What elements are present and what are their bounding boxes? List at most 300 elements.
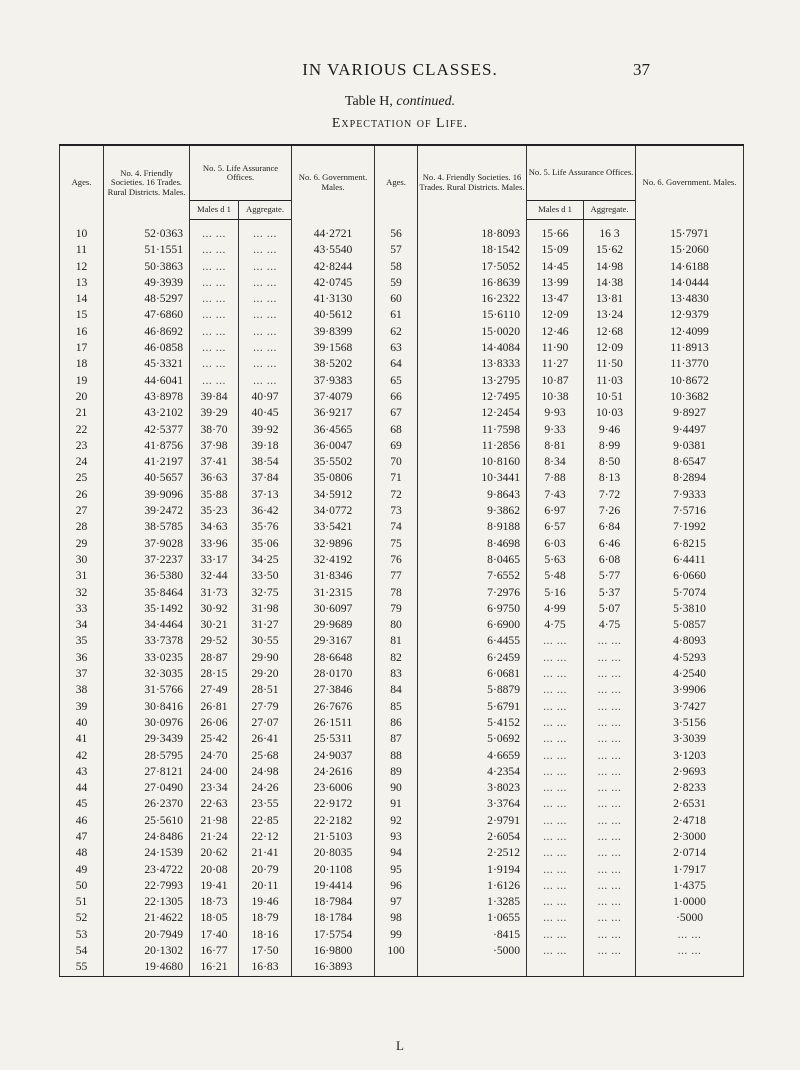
cell-friendly-societies: 35·1492 bbox=[104, 601, 190, 617]
cell-government: 43·5540 bbox=[292, 242, 375, 258]
cell-aggregate: 17·50 bbox=[239, 943, 292, 959]
cell-friendly-societies-2: ·5000 bbox=[418, 943, 527, 959]
cell-friendly-societies-2: 11·7598 bbox=[418, 422, 527, 438]
cell-aggregate-2: ... ... bbox=[584, 796, 636, 812]
cell-males-d1: ... ... bbox=[190, 259, 239, 275]
table-row bbox=[60, 536, 744, 552]
cell-aggregate: 22·85 bbox=[239, 813, 292, 829]
cell-males-d1: ... ... bbox=[190, 356, 239, 372]
cell-males-d1-2: 7·43 bbox=[527, 487, 584, 503]
cell-males-d1: 16·77 bbox=[190, 943, 239, 959]
table-row bbox=[60, 552, 744, 568]
cell-age: 53 bbox=[60, 927, 104, 943]
cell-males-d1-2: ... ... bbox=[527, 748, 584, 764]
cell-males-d1: 35·88 bbox=[190, 487, 239, 503]
cell-friendly-societies-2 bbox=[418, 959, 527, 976]
cell-government-2: ·5000 bbox=[636, 910, 744, 926]
table-row bbox=[60, 389, 744, 405]
cell-friendly-societies: 34·4464 bbox=[104, 617, 190, 633]
cell-friendly-societies: 36·5380 bbox=[104, 568, 190, 584]
cell-government: 42·0745 bbox=[292, 275, 375, 291]
cell-friendly-societies-2: 1·0655 bbox=[418, 910, 527, 926]
cell-age: 12 bbox=[60, 259, 104, 275]
table-row bbox=[60, 454, 744, 470]
cell-friendly-societies: 20·7949 bbox=[104, 927, 190, 943]
table-subtitle: Expectation of Life. bbox=[331, 116, 469, 131]
cell-age-2: 94 bbox=[375, 845, 418, 861]
cell-government-2: 9·8927 bbox=[636, 405, 744, 421]
cell-friendly-societies: 35·8464 bbox=[104, 585, 190, 601]
cell-age-2: 67 bbox=[375, 405, 418, 421]
cell-age: 45 bbox=[60, 796, 104, 812]
cell-age: 23 bbox=[60, 438, 104, 454]
cell-government-2: ... ... bbox=[636, 927, 744, 943]
table-row bbox=[60, 585, 744, 601]
cell-government-2 bbox=[636, 959, 744, 976]
cell-aggregate-2: ... ... bbox=[584, 666, 636, 682]
life-expectancy-table bbox=[59, 144, 744, 977]
cell-friendly-societies: 43·2102 bbox=[104, 405, 190, 421]
cell-aggregate: 39·92 bbox=[239, 422, 292, 438]
cell-age-2: 82 bbox=[375, 650, 418, 666]
cell-government: 39·8399 bbox=[292, 324, 375, 340]
cell-age: 17 bbox=[60, 340, 104, 356]
cell-males-d1-2: 8·34 bbox=[527, 454, 584, 470]
cell-friendly-societies: 24·1539 bbox=[104, 845, 190, 861]
table-row bbox=[60, 699, 744, 715]
cell-friendly-societies-2: 10·8160 bbox=[418, 454, 527, 470]
cell-government-2: 8·6547 bbox=[636, 454, 744, 470]
cell-friendly-societies-2: 6·6900 bbox=[418, 617, 527, 633]
cell-government: 20·1108 bbox=[292, 862, 375, 878]
table-row bbox=[60, 275, 744, 291]
cell-friendly-societies-2: 16·2322 bbox=[418, 291, 527, 307]
cell-age-2: 60 bbox=[375, 291, 418, 307]
cell-government: 29·9689 bbox=[292, 617, 375, 633]
cell-males-d1-2: ... ... bbox=[527, 813, 584, 829]
cell-males-d1-2: 5·63 bbox=[527, 552, 584, 568]
cell-government-2: 4·2540 bbox=[636, 666, 744, 682]
cell-aggregate-2: ... ... bbox=[584, 682, 636, 698]
cell-government: 17·5754 bbox=[292, 927, 375, 943]
cell-aggregate-2: ... ... bbox=[584, 943, 636, 959]
cell-males-d1: 34·63 bbox=[190, 519, 239, 535]
cell-age: 26 bbox=[60, 487, 104, 503]
table-row bbox=[60, 796, 744, 812]
cell-males-d1: 36·63 bbox=[190, 470, 239, 486]
cell-age-2: 77 bbox=[375, 568, 418, 584]
col-header-ages-2: Ages. bbox=[375, 145, 418, 220]
cell-age-2: 91 bbox=[375, 796, 418, 812]
cell-friendly-societies-2: 10·3441 bbox=[418, 470, 527, 486]
cell-males-d1-2: 5·48 bbox=[527, 568, 584, 584]
cell-aggregate: 32·75 bbox=[239, 585, 292, 601]
cell-government-2: 7·5716 bbox=[636, 503, 744, 519]
cell-age-2: 80 bbox=[375, 617, 418, 633]
cell-males-d1-2 bbox=[527, 959, 584, 976]
cell-government-2: 3·5156 bbox=[636, 715, 744, 731]
cell-aggregate-2: 7·26 bbox=[584, 503, 636, 519]
cell-males-d1: 29·52 bbox=[190, 633, 239, 649]
table-row bbox=[60, 568, 744, 584]
cell-age-2: 66 bbox=[375, 389, 418, 405]
cell-government: 37·4079 bbox=[292, 389, 375, 405]
cell-males-d1-2: ... ... bbox=[527, 715, 584, 731]
cell-aggregate: 23·55 bbox=[239, 796, 292, 812]
table-row bbox=[60, 487, 744, 503]
cell-age: 25 bbox=[60, 470, 104, 486]
col-header-life-assurance-2: No. 5. Life Assurance Offices. bbox=[527, 145, 636, 201]
cell-government-2: 2·4718 bbox=[636, 813, 744, 829]
cell-friendly-societies-2: 11·2856 bbox=[418, 438, 527, 454]
cell-government-2: 15·2060 bbox=[636, 242, 744, 258]
cell-males-d1: 18·05 bbox=[190, 910, 239, 926]
cell-government: 18·1784 bbox=[292, 910, 375, 926]
cell-government: 36·9217 bbox=[292, 405, 375, 421]
cell-males-d1-2: 9·33 bbox=[527, 422, 584, 438]
cell-aggregate-2: 8·99 bbox=[584, 438, 636, 454]
cell-aggregate: 27·07 bbox=[239, 715, 292, 731]
cell-friendly-societies: 29·3439 bbox=[104, 731, 190, 747]
cell-males-d1: 30·21 bbox=[190, 617, 239, 633]
cell-government-2: 13·4830 bbox=[636, 291, 744, 307]
table-row bbox=[60, 862, 744, 878]
col-header-friendly-societies-2: No. 4. Friendly Societies. 16 Trades. Rural Districts. Males. bbox=[418, 145, 527, 220]
cell-males-d1: 22·63 bbox=[190, 796, 239, 812]
cell-friendly-societies-2: 6·2459 bbox=[418, 650, 527, 666]
cell-aggregate: 37·84 bbox=[239, 470, 292, 486]
cell-aggregate: ... ... bbox=[239, 356, 292, 372]
cell-friendly-societies-2: 4·2354 bbox=[418, 764, 527, 780]
cell-government: 26·1511 bbox=[292, 715, 375, 731]
cell-friendly-societies-2: 6·9750 bbox=[418, 601, 527, 617]
cell-friendly-societies: 21·4622 bbox=[104, 910, 190, 926]
cell-government: 36·0047 bbox=[292, 438, 375, 454]
cell-males-d1-2: 10·87 bbox=[527, 373, 584, 389]
cell-friendly-societies: 28·5795 bbox=[104, 748, 190, 764]
cell-friendly-societies: 44·6041 bbox=[104, 373, 190, 389]
cell-males-d1: ... ... bbox=[190, 340, 239, 356]
cell-males-d1-2: 5·16 bbox=[527, 585, 584, 601]
cell-friendly-societies-2: 2·6054 bbox=[418, 829, 527, 845]
cell-friendly-societies: 22·1305 bbox=[104, 894, 190, 910]
cell-aggregate-2: 12·09 bbox=[584, 340, 636, 356]
cell-aggregate-2: ... ... bbox=[584, 731, 636, 747]
cell-age-2: 68 bbox=[375, 422, 418, 438]
cell-government: 39·1568 bbox=[292, 340, 375, 356]
cell-government-2: ... ... bbox=[636, 943, 744, 959]
cell-government: 19·4414 bbox=[292, 878, 375, 894]
cell-government: 36·4565 bbox=[292, 422, 375, 438]
cell-government-2: 5·3810 bbox=[636, 601, 744, 617]
cell-age-2: 57 bbox=[375, 242, 418, 258]
cell-males-d1-2: ... ... bbox=[527, 666, 584, 682]
cell-males-d1: 39·84 bbox=[190, 389, 239, 405]
cell-government: 24·2616 bbox=[292, 764, 375, 780]
cell-aggregate: ... ... bbox=[239, 307, 292, 323]
cell-government-2: 6·0660 bbox=[636, 568, 744, 584]
cell-aggregate-2: 4·75 bbox=[584, 617, 636, 633]
table-row bbox=[60, 242, 744, 258]
cell-age: 39 bbox=[60, 699, 104, 715]
table-title-prefix: Table H, bbox=[344, 94, 393, 109]
cell-friendly-societies: 38·5785 bbox=[104, 519, 190, 535]
cell-friendly-societies: 22·7993 bbox=[104, 878, 190, 894]
table-row bbox=[60, 340, 744, 356]
cell-friendly-societies: 39·9096 bbox=[104, 487, 190, 503]
cell-males-d1-2: ... ... bbox=[527, 845, 584, 861]
cell-friendly-societies-2: 1·3285 bbox=[418, 894, 527, 910]
cell-friendly-societies-2: 13·2795 bbox=[418, 373, 527, 389]
table-row bbox=[60, 845, 744, 861]
table-row bbox=[60, 943, 744, 959]
table-row bbox=[60, 291, 744, 307]
cell-males-d1-2: ... ... bbox=[527, 862, 584, 878]
cell-age: 31 bbox=[60, 568, 104, 584]
cell-government-2: 3·3039 bbox=[636, 731, 744, 747]
cell-government-2: 3·1203 bbox=[636, 748, 744, 764]
table-row bbox=[60, 405, 744, 421]
cell-friendly-societies-2: 8·4698 bbox=[418, 536, 527, 552]
cell-age-2: 73 bbox=[375, 503, 418, 519]
cell-age: 22 bbox=[60, 422, 104, 438]
cell-aggregate-2: ... ... bbox=[584, 894, 636, 910]
cell-aggregate-2: 16 3 bbox=[584, 220, 636, 243]
cell-males-d1: 24·00 bbox=[190, 764, 239, 780]
cell-friendly-societies: 50·3863 bbox=[104, 259, 190, 275]
cell-government-2: 2·3000 bbox=[636, 829, 744, 845]
cell-friendly-societies-2: 5·4152 bbox=[418, 715, 527, 731]
cell-age: 37 bbox=[60, 666, 104, 682]
cell-aggregate: 21·41 bbox=[239, 845, 292, 861]
cell-government: 31·8346 bbox=[292, 568, 375, 584]
table-row bbox=[60, 715, 744, 731]
cell-friendly-societies: 23·4722 bbox=[104, 862, 190, 878]
cell-aggregate-2: ... ... bbox=[584, 862, 636, 878]
cell-males-d1: 37·98 bbox=[190, 438, 239, 454]
page-header bbox=[0, 60, 800, 80]
cell-age-2: 87 bbox=[375, 731, 418, 747]
cell-aggregate-2: ... ... bbox=[584, 780, 636, 796]
cell-aggregate-2 bbox=[584, 959, 636, 976]
cell-males-d1: 17·40 bbox=[190, 927, 239, 943]
cell-age-2: 83 bbox=[375, 666, 418, 682]
cell-age: 40 bbox=[60, 715, 104, 731]
cell-age: 19 bbox=[60, 373, 104, 389]
cell-males-d1: 24·70 bbox=[190, 748, 239, 764]
cell-aggregate-2: 10·51 bbox=[584, 389, 636, 405]
cell-friendly-societies-2: 18·1542 bbox=[418, 242, 527, 258]
cell-friendly-societies: 33·7378 bbox=[104, 633, 190, 649]
table-row bbox=[60, 324, 744, 340]
cell-age: 32 bbox=[60, 585, 104, 601]
cell-government: 41·3130 bbox=[292, 291, 375, 307]
cell-aggregate: 40·45 bbox=[239, 405, 292, 421]
cell-government-2: 9·4497 bbox=[636, 422, 744, 438]
cell-friendly-societies-2: 16·8639 bbox=[418, 275, 527, 291]
table-row bbox=[60, 356, 744, 372]
cell-males-d1-2: 13·99 bbox=[527, 275, 584, 291]
cell-age-2: 63 bbox=[375, 340, 418, 356]
cell-age: 15 bbox=[60, 307, 104, 323]
cell-age-2: 90 bbox=[375, 780, 418, 796]
cell-age: 46 bbox=[60, 813, 104, 829]
cell-friendly-societies-2: 17·5052 bbox=[418, 259, 527, 275]
cell-aggregate-2: 14·38 bbox=[584, 275, 636, 291]
cell-aggregate-2: 9·46 bbox=[584, 422, 636, 438]
cell-aggregate-2: ... ... bbox=[584, 845, 636, 861]
table-row bbox=[60, 438, 744, 454]
cell-aggregate: 29·90 bbox=[239, 650, 292, 666]
cell-males-d1-2: ... ... bbox=[527, 764, 584, 780]
cell-age: 51 bbox=[60, 894, 104, 910]
cell-age-2: 86 bbox=[375, 715, 418, 731]
cell-aggregate-2: ... ... bbox=[584, 910, 636, 926]
cell-government: 22·2182 bbox=[292, 813, 375, 829]
table-row bbox=[60, 813, 744, 829]
cell-age: 43 bbox=[60, 764, 104, 780]
cell-friendly-societies: 49·3939 bbox=[104, 275, 190, 291]
cell-friendly-societies-2: 7·6552 bbox=[418, 568, 527, 584]
cell-age: 49 bbox=[60, 862, 104, 878]
table-row bbox=[60, 503, 744, 519]
cell-friendly-societies-2: 3·8023 bbox=[418, 780, 527, 796]
cell-males-d1: ... ... bbox=[190, 373, 239, 389]
cell-aggregate-2: ... ... bbox=[584, 927, 636, 943]
cell-aggregate: 16·83 bbox=[239, 959, 292, 976]
cell-government: 26·7676 bbox=[292, 699, 375, 715]
cell-aggregate-2: ... ... bbox=[584, 699, 636, 715]
cell-age: 28 bbox=[60, 519, 104, 535]
cell-government-2: 2·6531 bbox=[636, 796, 744, 812]
cell-aggregate: ... ... bbox=[239, 242, 292, 258]
cell-aggregate: 31·27 bbox=[239, 617, 292, 633]
cell-aggregate: 25·68 bbox=[239, 748, 292, 764]
cell-government: 16·9800 bbox=[292, 943, 375, 959]
table-row bbox=[60, 259, 744, 275]
cell-friendly-societies: 27·0490 bbox=[104, 780, 190, 796]
cell-friendly-societies-2: 9·3862 bbox=[418, 503, 527, 519]
cell-government: 34·0772 bbox=[292, 503, 375, 519]
cell-aggregate-2: ... ... bbox=[584, 748, 636, 764]
cell-age-2: 85 bbox=[375, 699, 418, 715]
cell-friendly-societies: 25·5610 bbox=[104, 813, 190, 829]
cell-age: 18 bbox=[60, 356, 104, 372]
cell-males-d1: 18·73 bbox=[190, 894, 239, 910]
table-title bbox=[0, 94, 800, 110]
cell-aggregate-2: 13·81 bbox=[584, 291, 636, 307]
cell-government: 35·0806 bbox=[292, 470, 375, 486]
cell-males-d1: ... ... bbox=[190, 291, 239, 307]
cell-age: 47 bbox=[60, 829, 104, 845]
cell-males-d1-2: ... ... bbox=[527, 927, 584, 943]
table-row bbox=[60, 601, 744, 617]
cell-males-d1: 33·17 bbox=[190, 552, 239, 568]
cell-males-d1-2: ... ... bbox=[527, 829, 584, 845]
cell-age-2: 89 bbox=[375, 764, 418, 780]
table-row bbox=[60, 373, 744, 389]
cell-males-d1: ... ... bbox=[190, 275, 239, 291]
cell-aggregate-2: 11·03 bbox=[584, 373, 636, 389]
cell-age-2: 71 bbox=[375, 470, 418, 486]
cell-government: 29·3167 bbox=[292, 633, 375, 649]
cell-friendly-societies-2: 7·2976 bbox=[418, 585, 527, 601]
cell-friendly-societies-2: 3·3764 bbox=[418, 796, 527, 812]
cell-friendly-societies: 41·8756 bbox=[104, 438, 190, 454]
cell-government: 44·2721 bbox=[292, 220, 375, 243]
cell-government-2: 2·0714 bbox=[636, 845, 744, 861]
cell-aggregate-2: ... ... bbox=[584, 715, 636, 731]
cell-males-d1-2: ... ... bbox=[527, 650, 584, 666]
cell-males-d1: 28·15 bbox=[190, 666, 239, 682]
cell-aggregate-2: 6·08 bbox=[584, 552, 636, 568]
cell-age: 13 bbox=[60, 275, 104, 291]
cell-age: 44 bbox=[60, 780, 104, 796]
cell-aggregate-2: 5·77 bbox=[584, 568, 636, 584]
cell-government-2: 7·9333 bbox=[636, 487, 744, 503]
cell-government: 20·8035 bbox=[292, 845, 375, 861]
cell-age: 21 bbox=[60, 405, 104, 421]
table-row bbox=[60, 682, 744, 698]
cell-government-2: 3·7427 bbox=[636, 699, 744, 715]
cell-aggregate: 22·12 bbox=[239, 829, 292, 845]
cell-aggregate-2: 11·50 bbox=[584, 356, 636, 372]
cell-age: 35 bbox=[60, 633, 104, 649]
cell-males-d1: 26·81 bbox=[190, 699, 239, 715]
cell-age: 52 bbox=[60, 910, 104, 926]
table-row bbox=[60, 910, 744, 926]
cell-government: 35·5502 bbox=[292, 454, 375, 470]
cell-aggregate: ... ... bbox=[239, 220, 292, 243]
cell-government-2: 4·8093 bbox=[636, 633, 744, 649]
cell-government-2: 6·8215 bbox=[636, 536, 744, 552]
cell-males-d1: 25·42 bbox=[190, 731, 239, 747]
cell-males-d1-2: ... ... bbox=[527, 633, 584, 649]
cell-aggregate: 36·42 bbox=[239, 503, 292, 519]
cell-friendly-societies-2: ·8415 bbox=[418, 927, 527, 943]
cell-males-d1: 35·23 bbox=[190, 503, 239, 519]
cell-aggregate: 40·97 bbox=[239, 389, 292, 405]
cell-government: 16·3893 bbox=[292, 959, 375, 976]
cell-aggregate: ... ... bbox=[239, 340, 292, 356]
cell-aggregate: 24·26 bbox=[239, 780, 292, 796]
cell-government: 23·6006 bbox=[292, 780, 375, 796]
cell-aggregate: 29·20 bbox=[239, 666, 292, 682]
cell-males-d1-2: 12·46 bbox=[527, 324, 584, 340]
cell-age-2: 61 bbox=[375, 307, 418, 323]
cell-age-2: 96 bbox=[375, 878, 418, 894]
cell-age: 24 bbox=[60, 454, 104, 470]
cell-males-d1-2: 4·99 bbox=[527, 601, 584, 617]
cell-age: 20 bbox=[60, 389, 104, 405]
table-row bbox=[60, 666, 744, 682]
cell-males-d1-2: 15·09 bbox=[527, 242, 584, 258]
cell-government: 27·3846 bbox=[292, 682, 375, 698]
cell-males-d1: ... ... bbox=[190, 242, 239, 258]
cell-males-d1-2: 15·66 bbox=[527, 220, 584, 243]
table-row bbox=[60, 220, 744, 243]
cell-age: 27 bbox=[60, 503, 104, 519]
cell-aggregate: 37·13 bbox=[239, 487, 292, 503]
cell-males-d1-2: 14·45 bbox=[527, 259, 584, 275]
cell-aggregate-2: 8·13 bbox=[584, 470, 636, 486]
table-row bbox=[60, 780, 744, 796]
cell-aggregate: 18·79 bbox=[239, 910, 292, 926]
cell-aggregate: 24·98 bbox=[239, 764, 292, 780]
cell-aggregate-2: 10·03 bbox=[584, 405, 636, 421]
cell-friendly-societies: 24·8486 bbox=[104, 829, 190, 845]
col-header-ages: Ages. bbox=[60, 145, 104, 220]
